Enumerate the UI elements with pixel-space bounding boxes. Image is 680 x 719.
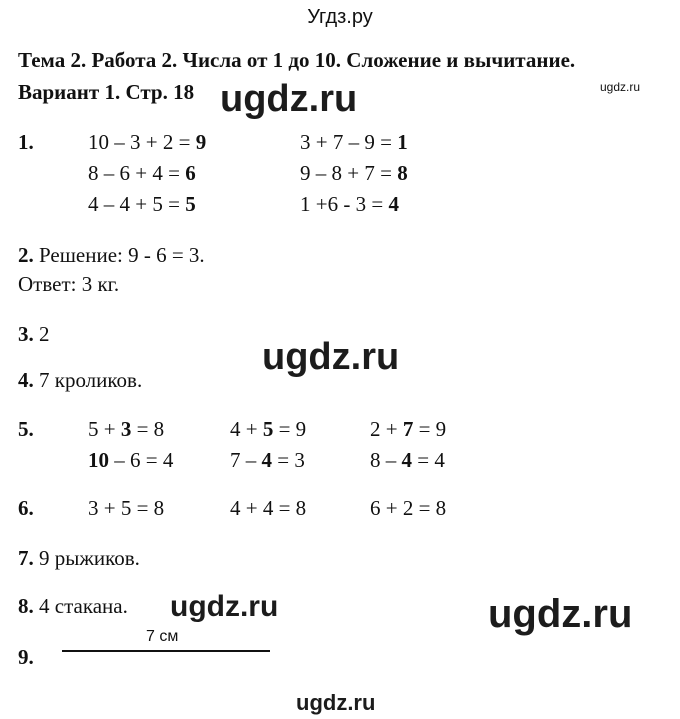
task-5-expr: 8 – 4 = 4 [370, 448, 445, 472]
task-6-expr: 6 + 2 = 8 [370, 496, 447, 520]
task-1-expr: 8 – 6 + 4 = 6 [88, 161, 196, 185]
task-2-solution: 2. Решение: 9 - 6 = 3. [18, 243, 205, 267]
watermark-3: ugdz.ru [170, 590, 279, 623]
task-5-expr: 7 – 4 = 3 [230, 448, 305, 472]
site-header: Угдз.ру [307, 6, 373, 28]
task-4: 4. 7 кроликов. [18, 368, 143, 392]
task-3: 3. 2 [18, 322, 50, 346]
task-1-expr: 9 – 8 + 7 = 8 [300, 161, 408, 185]
watermark-1: ugdz.ru [220, 78, 358, 120]
task-1-expr: 3 + 7 – 9 = 1 [300, 130, 408, 154]
segment-label: 7 см [146, 628, 179, 645]
task-5-expr: 2 + 7 = 9 [370, 417, 447, 441]
task-5-expr: 10 – 6 = 4 [88, 448, 174, 472]
task-1-expr: 4 – 4 + 5 = 5 [88, 192, 196, 216]
task-8: 8. 4 стакана. [18, 594, 128, 618]
segment-line [62, 650, 270, 652]
task-6-expr: 4 + 4 = 8 [230, 496, 307, 520]
task-5-number: 5. [18, 417, 34, 441]
task-1-expr: 1 +6 - 3 = 4 [300, 192, 399, 216]
task-5-expr: 4 + 5 = 9 [230, 417, 307, 441]
watermark-2: ugdz.ru [262, 336, 400, 378]
task-5-expr: 5 + 3 = 8 [88, 417, 165, 441]
page-subtitle: Вариант 1. Стр. 18 [18, 80, 195, 104]
task-7: 7. 9 рыжиков. [18, 546, 140, 570]
page-title: Тема 2. Работа 2. Числа от 1 до 10. Сложение и вычитание. [18, 48, 576, 72]
task-1-number: 1. [18, 130, 34, 154]
task-9-number: 9. [18, 645, 34, 669]
task-1-expr: 10 – 3 + 2 = 9 [88, 130, 207, 154]
watermark-4: ugdz.ru [488, 592, 633, 636]
task-6-expr: 3 + 5 = 8 [88, 496, 165, 520]
task-2-answer: Ответ: 3 кг. [18, 272, 120, 296]
watermark-small: ugdz.ru [600, 80, 641, 94]
task-6-number: 6. [18, 496, 34, 520]
watermark-5: ugdz.ru [296, 690, 376, 715]
